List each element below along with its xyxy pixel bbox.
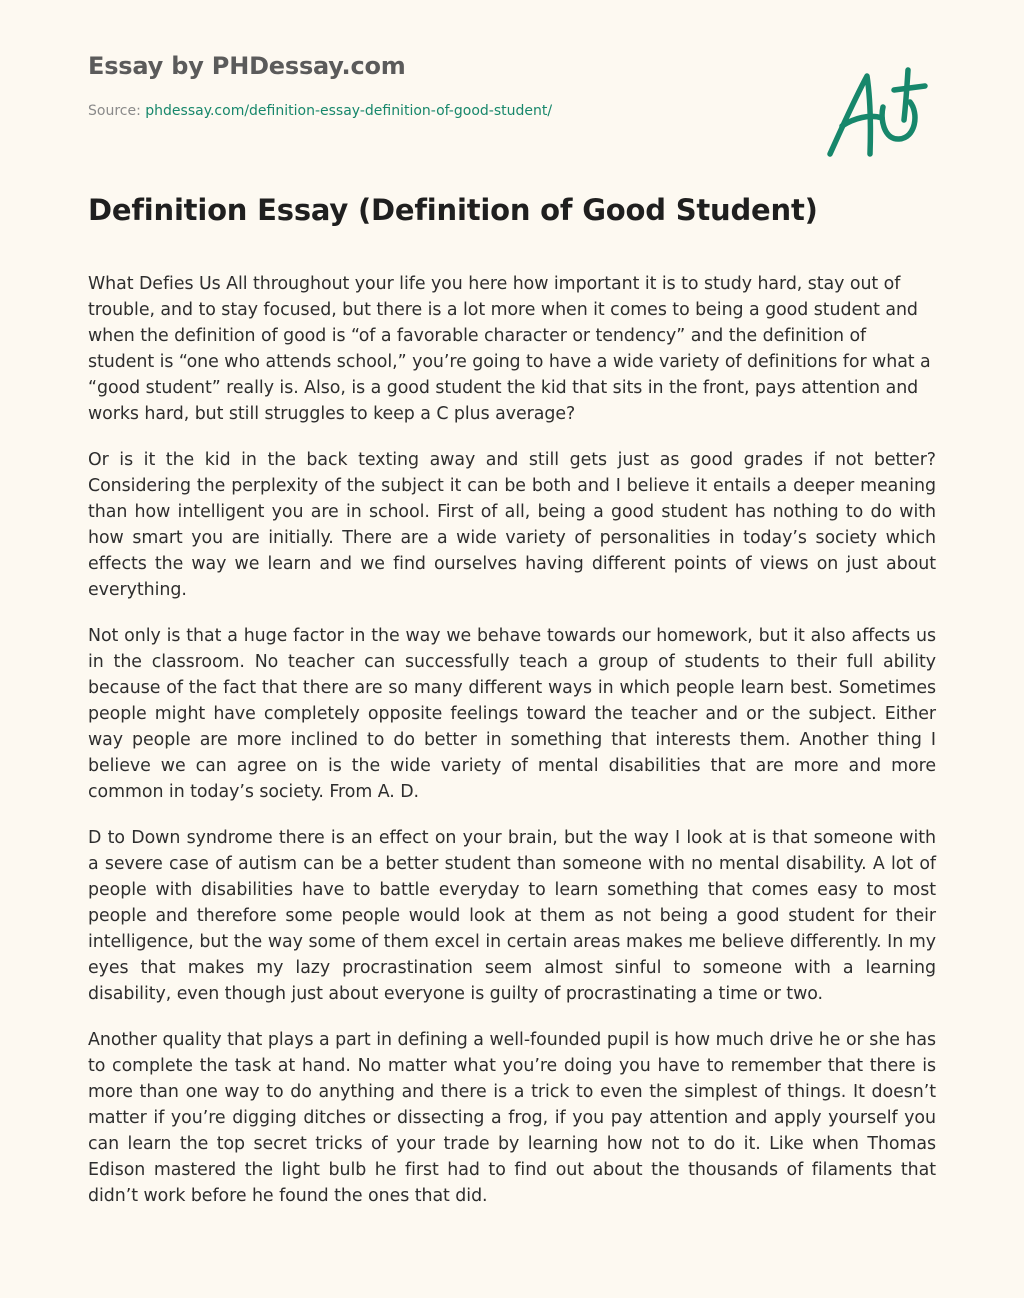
essay-paragraph: Not only is that a huge factor in the way we behave towards our homework, but it also affects us in the classroom. No teacher can successfully teach a group of students to their full ability because of the fact that there are so many different ways in which people learn best. Sometimes people might have completely opposite feelings toward the teacher and or the subject. Either way people are more inclined to do better in something that interests them. Another thing I believe we can agree on is the wide variety of mental disabilities that are more and more common in today’s society. From A. D. [88,626,936,802]
brand-title: Essay by PHDessay.com [88,52,406,80]
essay-paragraph: Another quality that plays a part in defining a well-founded pupil is how much drive he or she has to complete the task at hand. No matter what you’re doing you have to remember that there is more than one way to do anything and there is a trick to even the simplest of things. It doesn’t matter if you’re digging ditches or dissecting a frog, if you pay attention and apply yourself you can learn the top secret tricks of your trade by learning how not to do it. Like when Thomas Edison mastered the light bulb he first had to find out about the thousands of filaments that didn’t work before he found the ones that did. [88,1030,936,1206]
essay-paragraph: D to Down syndrome there is an effect on your brain, but the way I look at is that someone with a severe case of autism can be a better student than someone with no mental disability. A lot of people with disabilities have to battle everyday to learn something that comes easy to most people and therefore some people would look at them as not being a good student for their intelligence, but the way some of them excel in certain areas makes me believe differently. In my eyes that makes my lazy procrastination seem almost sinful to someone with a learning disability, even though just about everyone is guilty of procrastinating a time or two. [88,828,936,1004]
essay-paragraph: What Defies Us All throughout your life you here how important it is to study hard, stay out of trouble, and to stay focused, but there is a lot more when it comes to being a good student and when the definition of good is “of a favorable character or tendency” and the definition of student is “one who attends school,” you’re going to have a wide variety of definitions for what a “good student” really is. Also, is a good student the kid that sits in the front, pays attention and works hard, but still struggles to keep a C plus average? [88,274,931,424]
page-header [88,52,728,120]
essay-paragraph: Or is it the kid in the back texting away and still gets just as good grades if not better? Considering the perplexity of the subject it can be both and I believe it entails a deeper meaning than how intelligent you are in school. First of all, being a good student has nothing to do with how smart you are initially. There are a wide variety of personalities in today’s society which effects the way we learn and we find ourselves having different points of views on just about everything. [88,450,936,600]
source-line [88,102,728,120]
a-plus-logo-icon [820,64,932,160]
essay-title: Definition Essay (Definition of Good Student) [88,193,818,227]
source-label: Source: [88,103,146,119]
source-link[interactable]: phdessay.com/definition-essay-definition-of-good-student/ [145,103,553,119]
essay-body [88,271,936,1229]
